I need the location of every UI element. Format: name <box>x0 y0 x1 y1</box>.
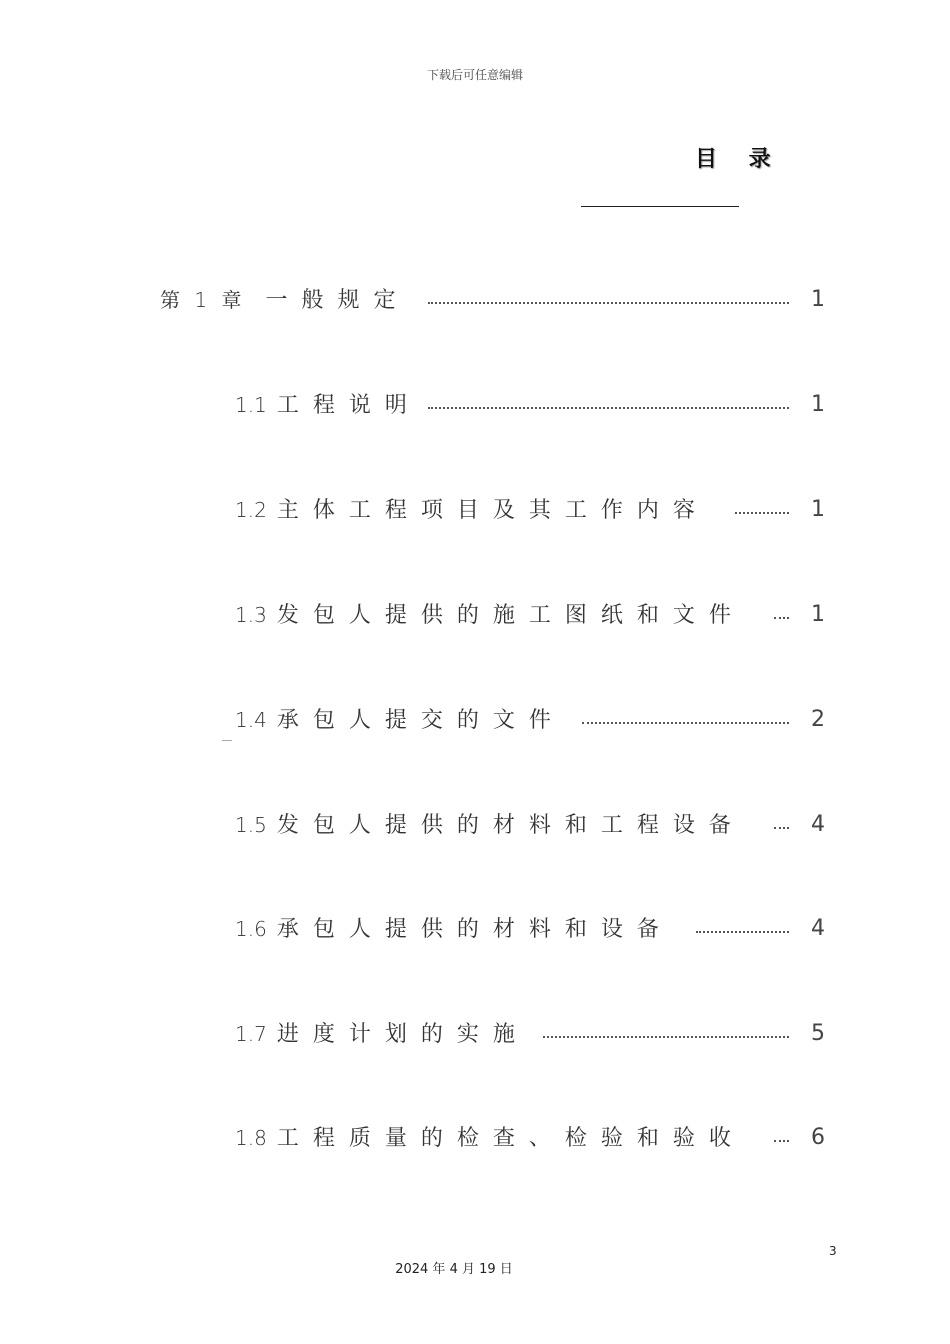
toc-entry-page: 4 <box>811 916 825 941</box>
toc-entry-number: 1.6 <box>235 917 267 941</box>
toc-entry-label: 主体工程项目及其工作内容 <box>276 498 709 523</box>
toc-entry-number: 1.4 <box>235 708 267 732</box>
toc-entry-1-4[interactable] <box>0 700 950 740</box>
toc-entry-1-1[interactable] <box>0 385 950 425</box>
toc-entry-label: 工程说明 <box>276 393 421 418</box>
toc-entry-page: 1 <box>811 497 825 522</box>
toc-entry-1-3[interactable] <box>0 595 950 635</box>
toc-leader-dots <box>735 512 789 514</box>
toc-entry-text <box>235 1118 745 1158</box>
footer-date: 2024 年 4 月 19 日 <box>395 1262 513 1277</box>
toc-entry-number: 1.3 <box>235 603 267 627</box>
toc-entry-number: 1.1 <box>235 393 267 417</box>
toc-entry-page: 6 <box>811 1125 825 1150</box>
toc-entry-number: 1.2 <box>235 498 267 522</box>
toc-entry-text <box>235 909 673 949</box>
toc-entry-page: 5 <box>811 1021 825 1046</box>
toc-entry-text <box>235 1014 529 1054</box>
toc-entry-chapter-1[interactable] <box>0 280 950 320</box>
toc-leader-dots <box>774 617 789 619</box>
toc-entry-page: 1 <box>811 287 825 312</box>
toc-leader-dots <box>774 827 789 829</box>
title-underline <box>581 206 739 207</box>
toc-leader-dots <box>774 1140 789 1142</box>
toc-entry-number: 1.7 <box>235 1022 267 1046</box>
toc-entry-page: 1 <box>811 392 825 417</box>
toc-entry-number: 1.5 <box>235 813 267 837</box>
toc-entry-1-7[interactable] <box>0 1014 950 1054</box>
toc-entry-text <box>235 490 709 530</box>
toc-leader-dots <box>582 722 789 724</box>
toc-entry-text <box>235 805 745 845</box>
toc-entry-text <box>235 700 565 740</box>
toc-leader-dots <box>696 931 789 933</box>
toc-entry-label: 发包人提供的施工图纸和文件 <box>276 603 745 628</box>
page-header: 下载后可任意编辑 <box>426 68 523 82</box>
toc-entry-text <box>160 280 409 320</box>
toc-entry-number: 第 1 章 <box>160 288 246 312</box>
toc-entry-label: 发包人提供的材料和工程设备 <box>276 813 745 838</box>
toc-entry-text <box>235 595 745 635</box>
toc-entry-text <box>235 385 421 425</box>
toc-entry-label: 一般规定 <box>265 288 410 313</box>
toc-leader-dots <box>543 1036 789 1038</box>
toc-entry-1-2[interactable] <box>0 490 950 530</box>
toc-entry-label: 工程质量的检查、检验和验收 <box>276 1126 745 1151</box>
margin-tick <box>222 740 232 741</box>
toc-entry-number: 1.8 <box>235 1126 267 1150</box>
toc-entry-1-6[interactable] <box>0 909 950 949</box>
toc-title: 目 录 <box>695 147 783 172</box>
toc-entry-page: 2 <box>811 707 825 732</box>
toc-entry-page: 4 <box>811 812 825 837</box>
toc-entry-1-8[interactable] <box>0 1118 950 1158</box>
toc-leader-dots <box>428 407 789 409</box>
page-number: 3 <box>829 1244 837 1258</box>
toc-leader-dots <box>428 302 789 304</box>
toc-entry-label: 承包人提供的材料和设备 <box>276 917 673 942</box>
toc-entry-label: 承包人提交的文件 <box>276 708 565 733</box>
toc-entry-label: 进度计划的实施 <box>276 1022 529 1047</box>
toc-entry-1-5[interactable] <box>0 805 950 845</box>
toc-entry-page: 1 <box>811 602 825 627</box>
